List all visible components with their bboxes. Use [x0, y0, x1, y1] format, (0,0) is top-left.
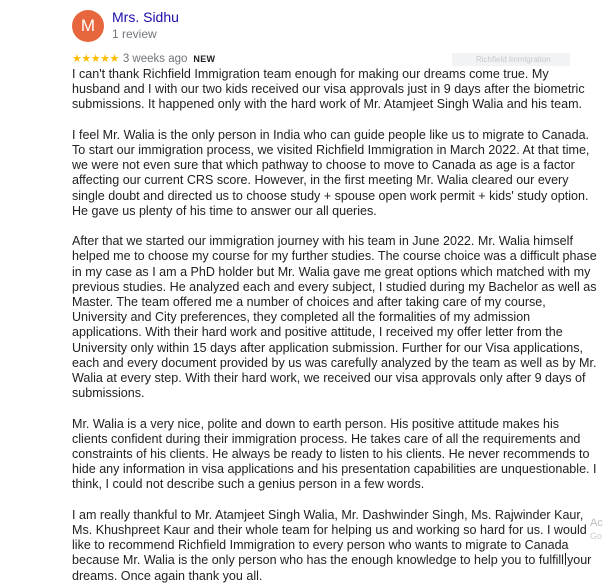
- text-cursor: [565, 553, 566, 565]
- review-paragraph: I feel Mr. Walia is the only person in India who can guide people like us to migrate to Canada. To start our immigration process, we visited Richfield Immigration in March 2022. At that time, we were not even sure that which pathway to choose to move to Canada as age is a factor affecting our current CRS score. However, in the first meeting Mr. Walia cleared our every single doubt and directed us to choose study + spouse open work permit + kids' study option. He gave us plenty of his time to answer our all queries.: [72, 127, 590, 218]
- review-text-before-cursor: I am really thankful to Mr. Atamjeet Singh Walia, Mr. Dashwinder Singh, Ms. Rajwinder Kaur, Ms. Khushpreet Kaur and their whole team for helping us and working so hard for us. I would like to recommend Richfield Immigration to every person who wants to migrate to Canada because Mr. Walia is the only person who has the enough knowledge to help you to fulfill: [72, 507, 587, 568]
- new-badge: NEW: [193, 53, 216, 64]
- review-count: 1 review: [112, 27, 157, 41]
- review-paragraph: After that we started our immigration journey with his team in June 2022. Mr. Walia himself helped me to choose my course for my further studies. The course choice was a difficult phase in my case as I am a PhD holder but Mr. Walia gave me great options which matched with my previous studies. He analyzed each and every subject, I studied during my Bachelor as well as Master. The team offered me a number of choices and after taking care of my course, University and City preferences, they completed all the formalities of my admission applications. With their hard work and positive attitude, I received my offer letter from the University only within 15 days after application submission. Further for our Visa applications, each and every document provided by us was carefully analyzed by the team as well as by Mr. Walia at every step. With their hard work, we received our visa approvals only after 9 days of submissions.: [72, 234, 597, 401]
- edge-text-line1: Ac: [590, 517, 603, 529]
- review-paragraph-last: [72, 508, 598, 584]
- avatar[interactable]: [72, 10, 104, 42]
- review-text-after-cursor: your dreams. Once again thank you all.: [72, 553, 592, 583]
- review-meta: [72, 52, 215, 65]
- star-rating-icon: ★★★★★: [72, 53, 119, 65]
- review-paragraph: I can't thank Richfield Immigration team enough for making our dreams come true. My husband and I with our two kids received our visa approvals just in 9 days after the biometric submissions. It happened only with the hard work of Mr. Atamjeet Singh Walia and his team.: [72, 67, 585, 112]
- edge-text-line2: Go: [590, 531, 603, 541]
- review-time: 3 weeks ago: [122, 52, 188, 65]
- avatar-initial: M: [80, 16, 96, 35]
- review-paragraph: Mr. Walia is a very nice, polite and down to earth person. His positive attitude makes his clients confident during their immigration process. He takes care of all the requirements and constraints of his clients. He always be ready to listen to his clients. He never recommends to hide any information in visa applications and his presentation capabilities are unquestionable. I think, I could not describe such a genius person in a few words.: [72, 416, 597, 492]
- review-text: [72, 67, 598, 584]
- ghost-overlay: Richfield Immigration: [452, 53, 570, 66]
- reviewer-name[interactable]: Mrs. Sidhu: [112, 9, 179, 25]
